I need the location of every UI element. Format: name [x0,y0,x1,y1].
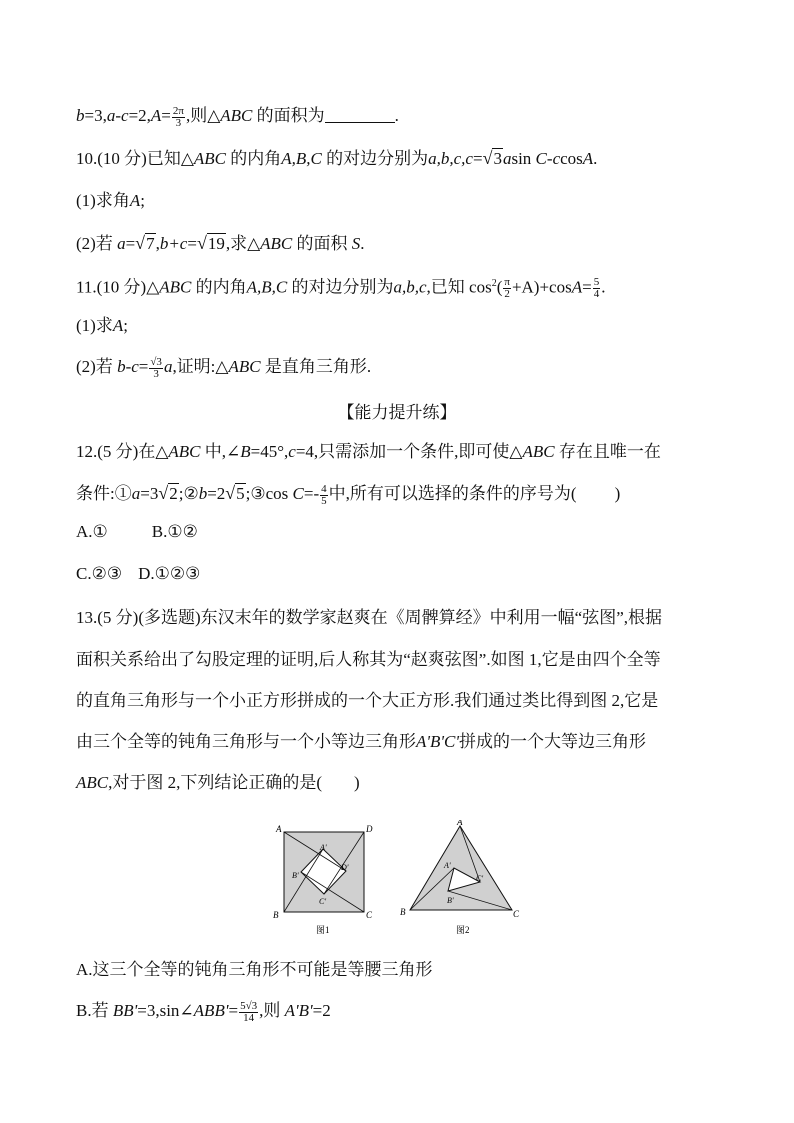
text: ,则△ [185,106,221,125]
var-a: a [131,484,141,503]
q13-line2: 面积关系给出了勾股定理的证明,后人称其为“赵爽弦图”.如图 1,它是由四个全等 [76,650,661,669]
text: 中,所有可以选择的条件的序号为( [328,484,577,503]
text: 中,∠ [200,442,241,461]
var-A: A [112,316,124,335]
text: = [228,1001,239,1020]
var-a: a [163,357,173,376]
text: 的对边分别为 [321,149,429,168]
fig2-label-a-prime: A' [444,861,451,870]
fraction-5-4 [593,277,601,300]
text: cos [560,149,583,168]
text: ,则 [259,1001,285,1020]
var-A: A [150,106,162,125]
fig1-label-d: D [366,824,373,834]
q10-stem [76,146,597,171]
text: - [115,106,122,125]
text: ;② [178,484,199,503]
fig1-caption: 图1 [316,925,330,935]
q11-stem [76,272,605,300]
var-a: a [106,106,116,125]
var-ABC: ABC [228,357,261,376]
var-ABC: ABC [193,149,227,168]
q13-line5 [76,771,360,795]
var-ABC: ABC [260,234,293,253]
fig1-label-b: B [273,910,279,920]
fig2-label-c-prime: C' [476,874,484,883]
q13-line3: 的直角三角形与一个小正方形拼成的一个大正方形.我们通过类比得到图 2,它是 [76,691,659,710]
var-A: A [571,277,583,297]
var-b: b [198,484,208,503]
var-b: b [117,357,126,376]
text: = [138,357,149,376]
fig2-label-c: C [513,909,520,919]
fraction-den: 5 [321,494,327,507]
var-C: C [292,484,304,503]
fraction-pi-2 [503,277,511,300]
text: 的对边分别为 [287,277,394,297]
var-c: c [121,106,129,125]
q13-line4 [76,730,646,754]
radicand: 5 [236,484,245,503]
sqrt-19: √19 [196,233,225,253]
q10-part2 [76,231,365,256]
text: =3 [140,484,159,503]
text: 的内角 [191,277,247,297]
text: ; [140,191,145,210]
text: =2 [207,484,226,503]
fraction-den: 3 [175,116,182,129]
fig2-label-a: A [457,820,463,827]
fraction-sqrt3-3 [149,357,163,380]
q12-options-row1 [76,520,198,544]
text: 条件:① [76,484,132,503]
var-angles: A,B,C [246,277,288,297]
text: +A) [511,277,540,297]
fig1-label-b-prime: B' [292,871,299,880]
sqrt-2: √2 [158,483,178,503]
text: =4,只需添加一个条件,即可使△ [295,442,523,461]
text: - [546,149,553,168]
fraction-num: 5√3 [240,999,258,1012]
var-sides: a,b,c [393,277,427,297]
text: =45°, [250,442,289,461]
option-a[interactable]: A.① [76,522,108,541]
sqrt-5: √5 [225,483,245,503]
text: = [161,106,171,125]
fig2-caption: 图2 [456,925,470,935]
var-B: B [240,442,251,461]
fig1-label-d-prime: D' [341,863,349,872]
fraction-den: 3 [153,367,159,380]
section-title: 【能力提升练】 [337,403,457,422]
q13-line1: 13.(5 分)(多选题)东汉末年的数学家赵爽在《周髀算经》中利用一幅“弦图”,根据 [76,608,662,627]
q10-part1 [76,189,145,213]
text: = [472,149,483,168]
q11-part2 [76,355,371,380]
text: = [187,234,197,253]
option-b[interactable]: B.①② [151,522,198,541]
fraction-num: π [504,276,510,289]
var-ABBprime: ABB' [193,1001,229,1020]
text: 11.(10 分)△ [76,277,160,297]
var-ABC: ABC [522,442,555,461]
q13-option-b[interactable] [76,999,331,1024]
text: =2 [312,1001,331,1020]
q9-tail-line [76,104,399,129]
var-ABC: ABC [159,277,192,297]
radicand: 2 [169,484,178,503]
text: . [593,149,598,168]
text: 的内角 [226,149,282,168]
fig1-label-a: A [276,824,282,834]
var-b: b [76,106,85,125]
text: 拼成的一个大等边三角形 [459,732,647,751]
q12-line2 [76,481,620,507]
q12-options-row2 [76,562,200,586]
text: ) [614,484,621,503]
var-C: C [535,149,547,168]
text: =3, [84,106,107,125]
text: =2, [128,106,151,125]
var-ApBp: A'B' [284,1001,313,1020]
text: 12.(5 分)在△ [76,442,169,461]
var-ABC: ABC [168,442,201,461]
text: ) [354,773,360,792]
text: =- [303,484,320,503]
var-c: c [131,357,139,376]
text: 是直角三角形. [260,357,372,376]
var-a: a [117,234,126,253]
sqrt-3: √3 [482,148,502,168]
var-A: A [582,149,594,168]
var-ABC: ABC [76,773,109,792]
radicand: 19 [207,234,225,253]
text: ( [496,277,503,297]
text: ,证明:△ [172,357,229,376]
radicand: 3 [493,149,502,168]
text: ,对于图 2,下列结论正确的是( [108,773,323,792]
var-S: S [351,234,361,253]
text: . [601,277,606,297]
fig1-label-c-prime: C' [319,897,327,906]
text: =3,sin∠ [137,1001,194,1020]
text: ;③cos [245,484,293,503]
var-c: c [288,442,296,461]
var-A: A [129,191,141,210]
text: = [582,277,592,297]
text: 10.(10 分)已知△ [76,149,194,168]
option-d[interactable]: D.①②③ [138,564,201,583]
fig1-label-c: C [366,910,373,920]
text: ,已知 cos [426,277,492,297]
figures [270,820,530,940]
text: (1)求 [76,316,113,335]
text: - [125,357,132,376]
text: B.若 [76,1001,113,1020]
sqrt-7: √7 [135,233,155,253]
fig2-label-b: B [400,907,406,917]
answer-blank [325,106,395,123]
var-c: c [552,149,561,168]
text: . [360,234,365,253]
text: ; [123,316,128,335]
fraction-den: 14 [243,1011,255,1024]
fraction-num: 2π [172,104,184,117]
text: , [155,234,160,253]
text: 存在且唯一在 [554,442,661,461]
var-triangle: A'B'C' [416,732,460,751]
fraction-den: 4 [593,288,600,301]
var-bc: b+c [159,234,188,253]
text: 的面积 [292,234,352,253]
fig1-label-a-prime: A' [320,843,327,852]
figure2-triangle-diagram [400,820,520,935]
text: 由三个全等的钝角三角形与一个小等边三角形 [76,732,416,751]
q13-option-a[interactable]: A.这三个全等的钝角三角形不可能是等腰三角形 [76,960,433,979]
text: +cos [539,277,572,297]
text: = [125,234,136,253]
fraction-4-5 [320,484,328,507]
text: ,求△ [225,234,261,253]
fraction-num: √3 [150,355,162,368]
figure1-zhao-shuang-diagram [273,824,373,935]
option-c[interactable]: C.②③ [76,564,123,583]
text: (2)若 [76,234,118,253]
fig2-label-b-prime: B' [447,896,454,905]
fraction-num: 4 [321,482,327,495]
fraction-den: 2 [504,288,510,301]
var-a: a [502,149,512,168]
q11-part1 [76,314,128,338]
q12-line1 [76,440,661,464]
var-BBprime: BB' [112,1001,138,1020]
text: 的面积为 [252,106,325,125]
text: (2)若 [76,357,118,376]
var-sides: a,b,c,c [428,149,473,168]
radicand: 7 [146,234,155,253]
fraction-2pi-3 [172,106,185,129]
fraction-num: 5 [593,276,600,289]
var-angles: A,B,C [281,149,322,168]
fraction-5sqrt3-14 [239,1001,258,1024]
var-ABC: ABC [220,106,253,125]
superscript: 2 [491,278,497,289]
text: . [394,106,399,125]
text: (1)求角 [76,191,130,210]
text: sin [511,149,536,168]
